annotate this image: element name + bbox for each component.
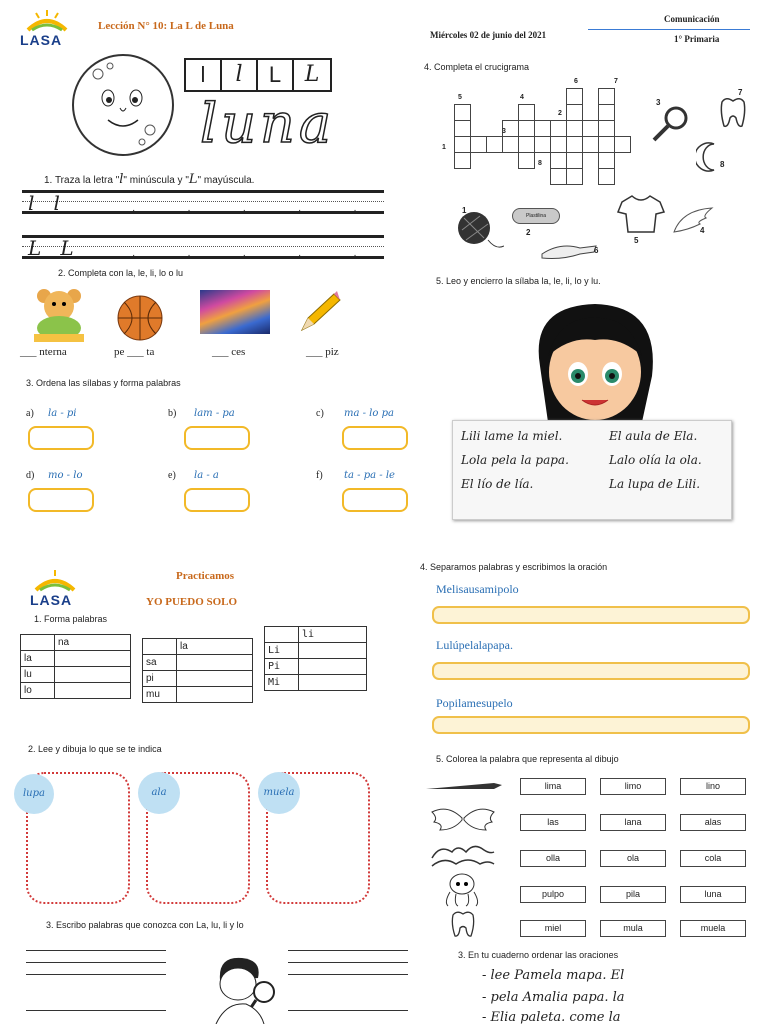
color-word[interactable]: pila [600,886,666,903]
letter-boxes [184,58,332,92]
color-word[interactable]: mula [600,920,666,937]
grade-text: 1° Primaria [674,34,720,44]
color-word[interactable]: limo [600,778,666,795]
forma-table-la[interactable]: la sa pi mu [142,638,253,703]
ex3-answer-box[interactable] [184,426,250,450]
ex2-word: pe ___ ta [114,346,155,358]
trace-row-lowercase[interactable]: l l ····· [22,190,384,214]
sentence[interactable]: Lola pela la papa. [461,453,569,467]
girl-illustration [520,296,670,426]
sun-icon [26,570,84,592]
practice-subtitle: YO PUEDO SOLO [146,596,238,608]
order-line: - pela Amalia papa. la [482,990,625,1005]
separate-answer-line[interactable] [432,662,750,680]
sentence[interactable]: Lili lame la miel. [461,429,563,443]
sentence[interactable]: Lalo olía la ola. [609,453,702,467]
color-word[interactable]: lino [680,778,746,795]
ex3-answer-box[interactable] [184,488,250,512]
crossword-grid[interactable]: 5 4 3 2 6 7 1 8 [440,80,640,192]
header-rule [588,29,750,30]
separate-answer-line[interactable] [432,606,750,624]
ex3-label: a) [26,408,34,419]
pencil-illustration [296,290,342,334]
wing-icon [672,206,714,236]
color-word[interactable]: luna [680,886,746,903]
ex3-answer-box[interactable] [342,488,408,512]
color-word[interactable]: pulpo [520,886,586,903]
ex5-instruction: 5. Leo y encierro la sílaba la, le, li, lo y lu. [436,276,601,286]
color-word[interactable]: alas [680,814,746,831]
forma-instruction: 1. Forma palabras [34,614,108,624]
color-word[interactable]: lana [600,814,666,831]
ex2-word: ___ nterna [20,346,67,358]
boy-magnifier-illustration [206,954,278,1024]
octopus-icon [442,872,482,908]
letter-box: l [222,60,258,90]
letter-box: L [258,60,294,90]
ex3-syllables: la - a [194,470,219,481]
ex3-syllables: lam - pa [194,408,235,419]
lasa-logo [18,10,76,46]
lights-illustration [200,290,270,334]
wave-icon [430,840,496,870]
tooth-icon [450,910,476,938]
ex2-word: ___ piz [306,346,339,358]
moon-icon [696,142,722,172]
separate-phrase: Popilamesupelo [436,696,513,710]
sentence[interactable]: La lupa de Lili. [609,477,701,491]
separate-answer-line[interactable] [432,716,750,734]
draw-tag-muela: muela [258,772,300,814]
sentence-board [452,420,732,520]
logo-text: LASA [20,32,63,48]
ex3-label: e) [168,470,176,481]
lasa-logo [26,570,84,606]
draw-tag-ala: ala [138,772,180,814]
color-word[interactable]: muela [680,920,746,937]
ex3-instruction: 3. Ordena las sílabas y forma palabras [26,378,181,388]
letter-box: l [186,60,222,90]
tooth-icon [718,96,748,130]
forma-table-li[interactable]: li Li Pi Mi [264,626,367,691]
practice-title: Practicamos [176,570,235,582]
ex4-instruction: 4. Completa el crucigrama [424,62,530,72]
color-word[interactable]: olla [520,850,586,867]
ex3-syllables: ta - pa - le [344,470,395,481]
ex3-syllables: mo - lo [48,470,83,481]
basketball-illustration [116,294,164,342]
ex3-syllables: ma - lo pa [344,408,394,419]
ex3-label: f) [316,470,323,481]
wings-icon [430,804,496,834]
lesson-title: Lección N° 10: La L de Luna [98,20,234,32]
separate-instruction: 4. Separamos palabras y escribimos la oración [420,562,608,572]
shirt-icon [616,194,666,234]
ex3-answer-box[interactable] [28,488,94,512]
forma-table-na[interactable]: na la lu lo [20,634,131,699]
sun-icon [18,10,76,32]
order-line: - Elia paleta. come la [482,1010,621,1024]
ex3-label: b) [168,408,177,419]
ex2-instruction: 2. Completa con la, le, li, lo o lu [58,268,184,278]
ex3-answer-box[interactable] [28,426,94,450]
draw-tag-lupa: lupa [14,774,54,814]
hand-icon [540,234,600,260]
color-word[interactable]: lima [520,778,586,795]
draw-instruction: 2. Lee y dibuja lo que se te indica [28,744,162,754]
ex2-word: ___ ces [212,346,246,358]
color-word[interactable]: cola [680,850,746,867]
letter-box: L [304,62,320,87]
plasticine-icon: Plastilina [512,208,560,224]
ex3-answer-box[interactable] [342,426,408,450]
bear-illustration [24,286,94,342]
date-text: Miércoles 02 de junio del 2021 [430,30,547,40]
sentence[interactable]: El aula de Ela. [609,429,698,443]
write-instruction: 3. Escribo palabras que conozca con La, lu, li y lo [46,920,244,930]
color-word[interactable]: ola [600,850,666,867]
ex3-syllables: la - pi [48,408,77,419]
order-line: - lee Pamela mapa. El [482,968,625,983]
file-tool-icon [424,780,504,792]
trace-row-uppercase[interactable]: L L ····· [22,235,384,259]
write-lines-left[interactable] [26,950,166,1022]
separate-phrase: Lulúpelalapapa. [436,638,513,652]
separate-phrase: Melisausamipolo [436,582,519,596]
ex1-instruction: 1. Traza la letra "l" minúscula y "L" mayúscula. [44,172,255,187]
color-word[interactable]: las [520,814,586,831]
write-lines-right[interactable] [288,950,408,1022]
logo-text: LASA [30,592,73,608]
dotted-word-luna: luna [200,92,336,155]
ex3-label: c) [316,408,324,419]
subject-text: Comunicación [664,14,720,24]
moon-illustration [70,52,176,158]
ex3-label: d) [26,470,35,481]
sentence[interactable]: El lío de lía. [461,477,534,491]
order-instruction: 3. En tu cuaderno ordenar las oraciones [458,950,619,960]
magnifier-icon [650,104,690,144]
color-word[interactable]: miel [520,920,586,937]
color-instruction: 5. Colorea la palabra que representa al dibujo [436,754,619,764]
